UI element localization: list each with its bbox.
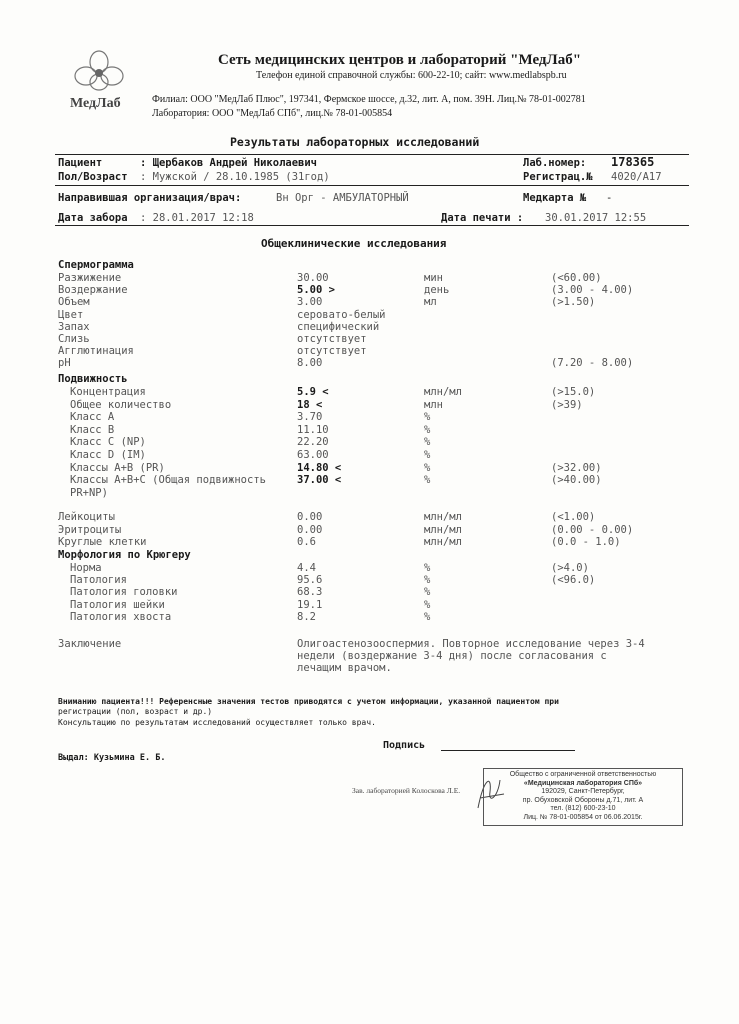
result-name: Цвет <box>58 308 84 321</box>
result-value: серовато-белый <box>297 308 386 321</box>
result-name: Лейкоциты <box>58 511 115 523</box>
result-unit: % <box>424 574 431 587</box>
conclusion-label: Заключение <box>58 638 122 650</box>
lab-number-label: Лаб.номер: <box>523 157 587 169</box>
result-reference: (>15.0) <box>551 386 596 398</box>
result-reference: (3.00 - 4.00) <box>551 284 634 297</box>
result-value: отсутствует <box>297 345 367 358</box>
result-value: 4.4 <box>297 562 316 574</box>
section-title: Общеклинические исследования <box>261 237 447 250</box>
result-row <box>0 284 739 297</box>
result-row <box>0 357 739 370</box>
patient-label: Пациент <box>58 157 103 169</box>
referring-org-label: Направившая организация/врач: <box>58 192 242 204</box>
result-unit: % <box>424 411 431 424</box>
sex-age-value: : Мужской / 28.10.1985 (31год) <box>140 171 330 183</box>
group-morphology: Морфология по Крюгеру <box>58 549 191 561</box>
stamp-line-3: 192029, Санкт-Петербург, <box>541 788 625 795</box>
result-row <box>0 345 739 358</box>
result-name: Слизь <box>58 333 90 345</box>
result-row <box>0 462 739 475</box>
result-row <box>0 449 739 462</box>
result-reference: (>1.50) <box>551 296 596 309</box>
result-name: Класс D (IM) <box>70 449 146 461</box>
result-row <box>0 474 739 487</box>
result-row <box>0 511 739 524</box>
result-row <box>0 574 739 587</box>
result-row <box>0 562 739 575</box>
result-name: Класс А <box>70 411 115 424</box>
doc-title: Результаты лабораторных исследований <box>230 135 480 149</box>
registration-label: Регистрац.№ <box>523 171 593 183</box>
result-unit: день <box>424 284 450 297</box>
result-row <box>0 586 739 599</box>
result-value: 18 < <box>297 398 323 411</box>
logo-flower-icon <box>66 48 132 98</box>
result-value: 5.00 > <box>297 284 335 297</box>
sex-age-label: Пол/Возраст <box>58 171 128 183</box>
result-row <box>0 321 739 334</box>
result-unit: % <box>424 598 431 611</box>
result-value: 63.00 <box>297 449 329 461</box>
result-reference: (>39) <box>551 398 583 411</box>
result-reference: (<1.00) <box>551 511 596 523</box>
result-row <box>0 524 739 537</box>
note-line-1: Вниманию пациента!!! Референсные значения тестов приводятся с учетом информации, указанной пациентом при <box>58 697 559 706</box>
result-value: 68.3 <box>297 586 323 599</box>
result-name: Запах <box>58 320 90 333</box>
result-reference: (>32.00) <box>551 461 602 474</box>
result-row <box>0 309 739 322</box>
conclusion-line-2: недели (воздержание 3-4 дня) после согласования с <box>297 650 607 662</box>
result-name: Классы А+В (PR) <box>70 461 165 474</box>
result-name: Разжижение <box>58 272 122 284</box>
result-unit: % <box>424 436 431 449</box>
stamp-line-2: «Медицинская лаборатория СПб» <box>523 779 643 787</box>
result-unit: % <box>424 562 431 574</box>
result-unit: млн/мл <box>424 523 462 536</box>
print-date-value: 30.01.2017 12:55 <box>545 212 647 224</box>
result-unit: % <box>424 449 431 461</box>
note-line-3: Консультацию по результатам исследований осуществляет только врач. <box>58 718 376 727</box>
result-name: Круглые клетки <box>58 536 147 549</box>
conclusion-line-3: лечащим врачом. <box>297 662 392 674</box>
result-row <box>0 272 739 285</box>
result-name: Объем <box>58 296 90 309</box>
result-name: Класс С (NP) <box>70 436 146 449</box>
group-motility: Подвижность <box>58 373 128 385</box>
result-value: 22.20 <box>297 436 329 449</box>
result-unit: % <box>424 586 431 599</box>
result-unit: мин <box>424 272 443 284</box>
result-reference: (>4.0) <box>551 562 589 574</box>
result-name: Патология <box>70 574 127 587</box>
result-value: 30.00 <box>297 272 329 284</box>
head-of-lab: Зав. лабораторией Колоскова Л.Е. <box>352 786 461 795</box>
group-spermogram: Спермограмма <box>58 259 134 271</box>
motility-tail: PR+NP) <box>70 487 108 499</box>
logo <box>66 48 132 98</box>
result-reference: (<60.00) <box>551 272 602 284</box>
result-name: Эритроциты <box>58 523 122 536</box>
result-value: 0.00 <box>297 511 323 523</box>
result-value: 14.80 < <box>297 461 342 474</box>
result-row <box>0 399 739 412</box>
stamp-line-1: Общество с ограниченной ответственностью <box>509 771 657 778</box>
result-reference: (>40.00) <box>551 474 602 487</box>
result-name: pH <box>58 357 71 370</box>
phone-line: Телефон единой справочной службы: 600-22-10; сайт: www.medlabspb.ru <box>256 70 567 81</box>
note-line-2: регистрации (пол, возраст и др.) <box>58 707 213 716</box>
issued-by: Выдал: Кузьмина Е. Б. <box>58 753 166 763</box>
result-unit: млн/мл <box>424 386 462 398</box>
lab-number-value: 178365 <box>611 155 655 169</box>
result-value: 8.00 <box>297 357 323 370</box>
sample-date-label: Дата забора <box>58 212 128 224</box>
result-row <box>0 599 739 612</box>
result-unit: % <box>424 461 431 474</box>
result-unit: % <box>424 423 431 436</box>
result-unit: млн/мл <box>424 536 462 549</box>
result-reference: (0.0 - 1.0) <box>551 536 621 549</box>
result-row <box>0 436 739 449</box>
network-title: Сеть медицинских центров и лабораторий "МедЛаб" <box>218 52 582 68</box>
med-card-value: - <box>606 192 613 204</box>
result-reference: (7.20 - 8.00) <box>551 357 634 370</box>
patient-value: : Щербаков Андрей Николаевич <box>140 157 318 169</box>
sample-date-value: : 28.01.2017 12:18 <box>140 212 254 224</box>
result-value: 0.6 <box>297 536 316 549</box>
stamp-line-6: Лиц. № 78-01-005854 от 06.06.2015г. <box>523 813 643 821</box>
result-reference: (<96.0) <box>551 574 596 587</box>
signature-label: Подпись <box>383 740 426 751</box>
lab-line: Лаборатория: ООО "МедЛаб СПб", лиц.№ 78-01-005854 <box>152 108 393 119</box>
result-row <box>0 333 739 346</box>
result-value: специфический <box>297 320 380 333</box>
result-row <box>0 386 739 399</box>
result-value: 3.00 <box>297 296 323 309</box>
branch-line: Филиал: ООО "МедЛаб Плюс", 197341, Фермское шоссе, д.32, лит. А, пом. 39Н. Лиц.№ 78-01-002781 <box>152 94 586 105</box>
result-value: 19.1 <box>297 598 323 611</box>
registration-value: 4020/А17 <box>611 171 662 183</box>
logo-text: МедЛаб <box>70 96 121 111</box>
stamp-line-5: тел. (812) 600-23-10 <box>550 805 616 812</box>
result-name: Класс В <box>70 423 115 436</box>
result-value: 0.00 <box>297 523 323 536</box>
result-unit: млн/мл <box>424 511 462 523</box>
result-value: 37.00 < <box>297 474 342 487</box>
referring-org-value: Вн Орг - АМБУЛАТОРНЫЙ <box>276 192 409 204</box>
result-name: Воздержание <box>58 284 128 297</box>
result-row <box>0 296 739 309</box>
conclusion-line-1: Олигоастенозооспермия. Повторное исследование через 3-4 <box>297 638 645 650</box>
result-row <box>0 424 739 437</box>
result-row <box>0 536 739 549</box>
result-name: Патология хвоста <box>70 610 172 623</box>
result-name: Концентрация <box>70 386 146 398</box>
result-name: Норма <box>70 562 102 574</box>
result-name: Патология головки <box>70 586 178 599</box>
stamp-line-4: пр. Обуховской Обороны д.71, лит. А <box>522 796 644 804</box>
result-value: 95.6 <box>297 574 323 587</box>
result-name: Классы А+В+С (Общая подвижность <box>70 474 266 487</box>
med-card-label: Медкарта № <box>523 192 587 204</box>
result-unit: мл <box>424 296 437 309</box>
result-name: Патология шейки <box>70 598 165 611</box>
result-value: 5.9 < <box>297 386 329 398</box>
result-value: 3.70 <box>297 411 323 424</box>
result-value: 8.2 <box>297 610 316 623</box>
lab-stamp <box>483 768 683 826</box>
result-unit: % <box>424 610 431 623</box>
result-unit: % <box>424 474 431 487</box>
signature-line <box>441 750 575 751</box>
result-name: Агглютинация <box>58 345 134 358</box>
result-row <box>0 611 739 624</box>
print-date-label: Дата печати : <box>441 212 524 224</box>
result-row <box>0 411 739 424</box>
result-value: отсутствует <box>297 333 367 345</box>
result-unit: млн <box>424 398 443 411</box>
result-reference: (0.00 - 0.00) <box>551 523 634 536</box>
result-name: Общее количество <box>70 398 172 411</box>
result-value: 11.10 <box>297 423 329 436</box>
